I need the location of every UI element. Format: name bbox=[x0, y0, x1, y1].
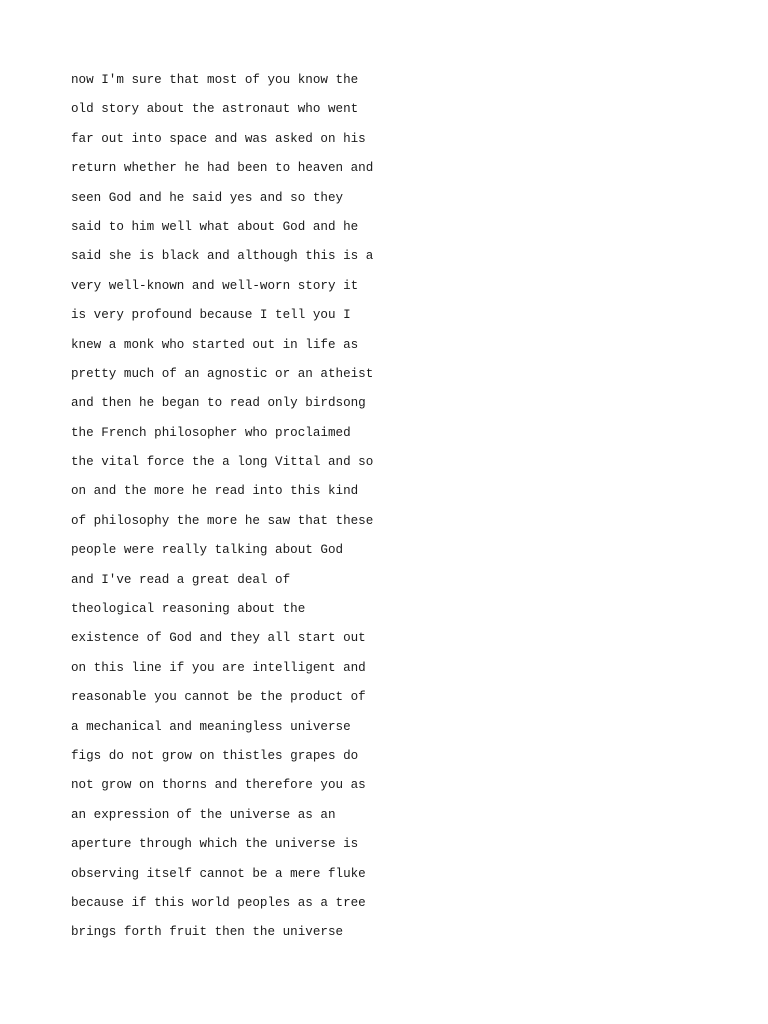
text-line: pretty much of an agnostic or an atheist bbox=[71, 366, 374, 381]
text-line: and then he began to read only birdsong bbox=[71, 396, 366, 411]
text-line: on this line if you are intelligent and bbox=[71, 660, 366, 675]
text-line: seen God and he said yes and so they bbox=[71, 190, 344, 205]
text-line: knew a monk who started out in life as bbox=[71, 337, 359, 352]
text-line: very well-known and well-worn story it bbox=[71, 278, 359, 293]
text-line: figs do not grow on thistles grapes do bbox=[71, 748, 359, 763]
text-line: of philosophy the more he saw that these bbox=[71, 513, 374, 528]
text-line: an expression of the universe as an bbox=[71, 807, 336, 822]
text-line: return whether he had been to heaven and bbox=[71, 161, 374, 176]
text-line: existence of God and they all start out bbox=[71, 631, 366, 646]
text-line: because if this world peoples as a tree bbox=[71, 895, 366, 910]
text-line: the vital force the a long Vittal and so bbox=[71, 455, 374, 470]
text-line: people were really talking about God bbox=[71, 543, 344, 558]
text-line: now I'm sure that most of you know the bbox=[71, 73, 359, 87]
text-line: on and the more he read into this kind bbox=[71, 484, 359, 499]
text-line: and I've read a great deal of bbox=[71, 572, 291, 587]
text-line: observing itself cannot be a mere fluke bbox=[71, 866, 366, 881]
text-line: brings forth fruit then the universe bbox=[71, 925, 344, 940]
text-line: aperture through which the universe is bbox=[71, 837, 359, 852]
text-line: said she is black and although this is a bbox=[71, 249, 374, 264]
transcript-text bbox=[71, 70, 373, 952]
text-line: old story about the astronaut who went bbox=[71, 102, 359, 117]
text-line: is very profound because I tell you I bbox=[71, 308, 351, 323]
text-line: far out into space and was asked on his bbox=[71, 131, 366, 146]
text-line: not grow on thorns and therefore you as bbox=[71, 778, 366, 793]
text-line: theological reasoning about the bbox=[71, 602, 306, 617]
text-line: reasonable you cannot be the product of bbox=[71, 690, 366, 705]
text-line: said to him well what about God and he bbox=[71, 219, 359, 234]
text-line: a mechanical and meaningless universe bbox=[71, 719, 351, 734]
text-line: the French philosopher who proclaimed bbox=[71, 425, 351, 440]
